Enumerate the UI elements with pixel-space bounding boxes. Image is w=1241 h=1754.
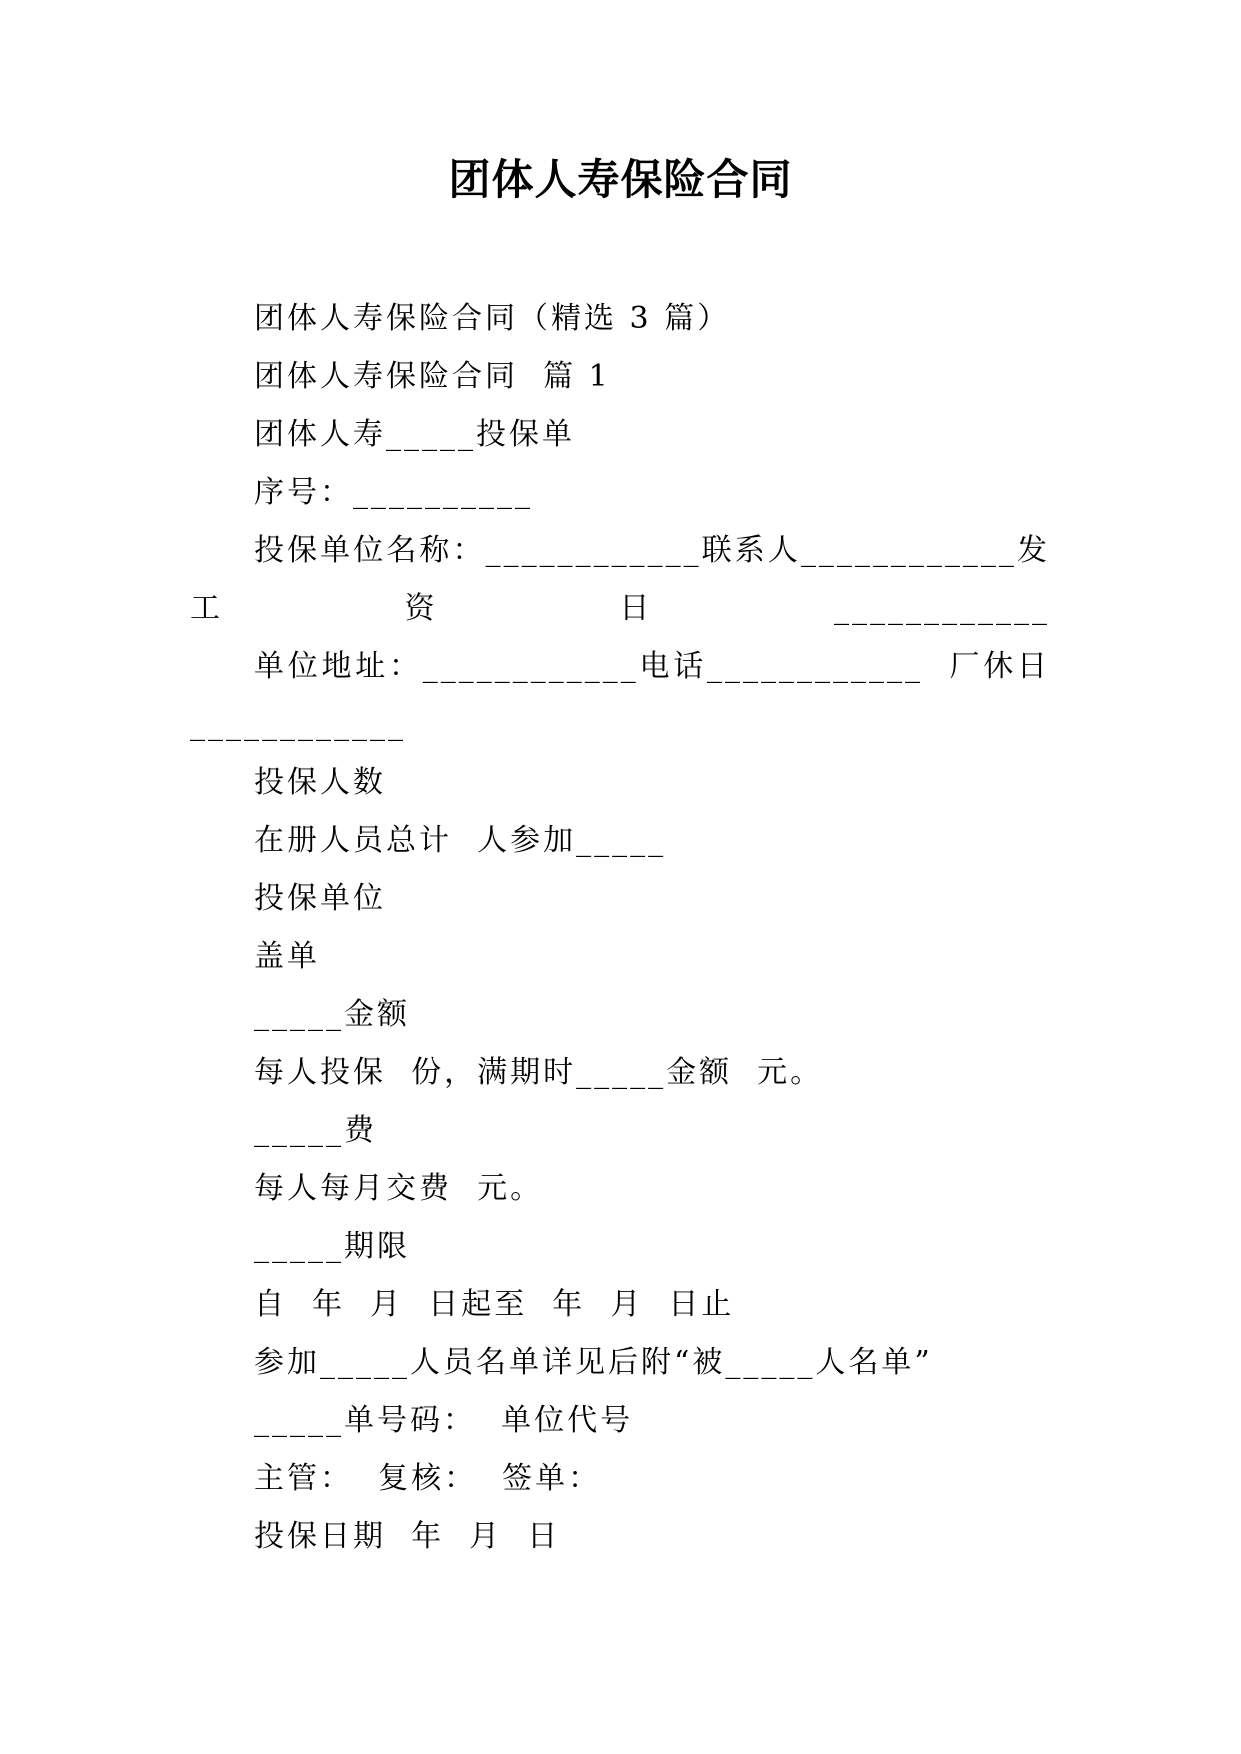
document-body	[190, 290, 1050, 1566]
paragraph-participant-list: 参加_____人员名单详见后附“被_____人名单”	[254, 1345, 933, 1380]
paragraph-fee-label: _____费	[254, 1113, 377, 1148]
paragraph-staff-total: 在册人员总计 人参加_____	[254, 823, 667, 858]
paragraph-application-date: 投保日期 年 月 日	[254, 1519, 561, 1554]
paragraph-serial-number: 序号：__________	[254, 475, 533, 510]
document-title: 团体人寿保险合同	[448, 155, 793, 204]
paragraph-signatures: 主管： 复核： 签单：	[254, 1461, 602, 1496]
paragraph-fee-detail: 每人每月交费 元。	[254, 1171, 544, 1206]
paragraph-insured-unit: 投保单位名称：____________联系人____________发工资日____________	[190, 533, 1050, 626]
paragraph-form-name: 团体人寿_____投保单	[254, 417, 575, 452]
paragraph-seal: 盖单	[254, 939, 320, 974]
paragraph-term-label: _____期限	[254, 1229, 410, 1264]
paragraph-unit-address: 单位地址：____________电话____________ 厂休日____________	[190, 649, 1050, 742]
paragraph-policy-number: _____单号码： 单位代号	[254, 1403, 634, 1438]
paragraph-insured-count-label: 投保人数	[254, 765, 386, 800]
paragraph-subtitle: 团体人寿保险合同（精选 3 篇）	[254, 301, 731, 336]
paragraph-section-heading: 团体人寿保险合同 篇 1	[254, 359, 611, 394]
paragraph-amount-detail: 每人投保 份，满期时_____金额 元。	[254, 1055, 824, 1090]
paragraph-term-detail: 自 年 月 日起至 年 月 日止	[254, 1287, 735, 1322]
paragraph-amount-label: _____金额	[254, 997, 410, 1032]
paragraph-insured-unit-label: 投保单位	[254, 881, 386, 916]
